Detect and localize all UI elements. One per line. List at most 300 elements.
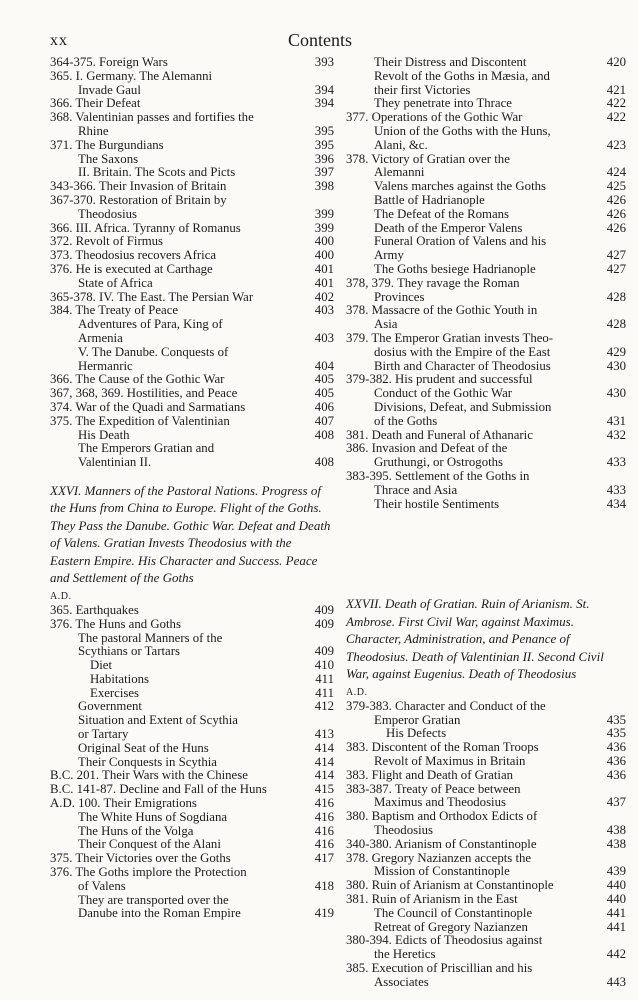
entry-page-number: 395 — [314, 123, 334, 138]
entry-page-number: 441 — [606, 919, 626, 934]
entry-title: Rhine — [78, 123, 109, 138]
entry-list-top — [50, 56, 334, 470]
toc-entry — [50, 70, 334, 84]
toc-entry — [346, 277, 626, 291]
entry-title: The Huns of the Volga — [78, 823, 194, 838]
entry-title: 366. Their Defeat — [50, 96, 141, 111]
entry-title: of the Goths — [374, 413, 438, 428]
entry-page-number: 422 — [606, 110, 626, 125]
entry-page-number: 394 — [314, 96, 334, 111]
entry-title: His Defects — [386, 726, 447, 741]
toc-entry — [50, 618, 334, 632]
entry-title: Scythians or Tartars — [78, 644, 180, 659]
entry-title: Their Conquest of the Alani — [78, 837, 221, 852]
entry-page-number: 430 — [606, 386, 626, 401]
entry-title: Theodosius — [374, 822, 434, 837]
entry-title: of Valens — [78, 878, 126, 893]
entry-page-number: 437 — [606, 795, 626, 810]
entry-title: 379-383. Character and Conduct of the — [346, 698, 546, 713]
entry-title: 379. The Emperor Gratian invests Theo- — [346, 330, 554, 345]
entry-page-number: 427 — [606, 261, 626, 276]
entry-page-number: 411 — [315, 685, 334, 700]
entry-title: Exercises — [90, 685, 140, 700]
entry-page-number: 395 — [314, 137, 334, 152]
toc-entry — [50, 194, 334, 208]
entry-page-number: 413 — [314, 727, 334, 742]
entry-page-number: 416 — [314, 809, 334, 824]
entry-page-number: 418 — [314, 878, 334, 893]
entry-page-number: 417 — [314, 851, 334, 866]
toc-entry — [346, 755, 626, 769]
toc-entry — [346, 727, 626, 741]
entry-title: Birth and Character of Theodosius — [374, 358, 551, 373]
toc-entry — [50, 632, 334, 646]
entry-page-number: 415 — [314, 782, 334, 797]
toc-entry — [50, 907, 334, 921]
toc-entry — [50, 852, 334, 866]
entry-page-number: 405 — [314, 386, 334, 401]
entry-title: Their Conquests in Scythia — [78, 754, 217, 769]
toc-entry — [50, 728, 334, 742]
entry-page-number: 423 — [606, 137, 626, 152]
toc-entry — [346, 893, 626, 907]
entry-title: Death of the Emperor Valens — [374, 220, 523, 235]
entry-title: B.C. 141-87. Decline and Fall of the Huns — [50, 782, 267, 797]
toc-entry — [50, 866, 334, 880]
entry-title: B.C. 201. Their Wars with the Chinese — [50, 768, 248, 783]
entry-page-number: 440 — [606, 878, 626, 893]
entry-title: Revolt of the Goths in Mæsia, and — [374, 68, 550, 83]
entry-page-number: 431 — [606, 413, 626, 428]
entry-page-number: 416 — [314, 823, 334, 838]
toc-entry — [346, 484, 626, 498]
entry-page-number: 409 — [314, 602, 334, 617]
entry-title: They are transported over the — [78, 892, 229, 907]
entry-page-number: 430 — [606, 358, 626, 373]
toc-entry — [50, 166, 334, 180]
entry-list-top — [346, 56, 626, 511]
entry-title: The Defeat of the Romans — [374, 206, 510, 221]
toc-entry — [50, 222, 334, 236]
toc-entry — [346, 263, 626, 277]
toc-entry — [346, 97, 626, 111]
toc-entry — [50, 825, 334, 839]
toc-entry — [346, 360, 626, 374]
toc-entry — [346, 332, 626, 346]
toc-entry — [346, 387, 626, 401]
entry-title: 380. Baptism and Orthodox Edicts of — [346, 809, 538, 824]
entry-page-number: 426 — [606, 220, 626, 235]
entry-page-number: 439 — [606, 864, 626, 879]
toc-entry — [346, 346, 626, 360]
entry-page-number: 410 — [314, 658, 334, 673]
entry-page-number: 443 — [606, 974, 626, 989]
entry-title: Gruthungi, or Ostrogoths — [374, 455, 504, 470]
contents-column-left — [50, 56, 334, 921]
entry-page-number: 420 — [606, 55, 626, 69]
entry-title: 378. Gregory Nazianzen accepts the — [346, 850, 532, 865]
entry-page-number: 403 — [314, 303, 334, 318]
entry-title: their first Victories — [374, 82, 471, 97]
entry-title: 376. He is executed at Carthage — [50, 261, 213, 276]
toc-entry — [346, 741, 626, 755]
entry-title: The Saxons — [78, 151, 139, 166]
ad-label: A.D. — [346, 686, 368, 698]
entry-list-bottom — [346, 700, 626, 990]
entry-title: 365-378. IV. The East. The Persian War — [50, 289, 254, 304]
entry-title: Divisions, Defeat, and Submission — [374, 399, 552, 414]
toc-entry — [50, 318, 334, 332]
entry-page-number: 427 — [606, 248, 626, 263]
entry-title: Conduct of the Gothic War — [374, 386, 513, 401]
toc-entry — [50, 111, 334, 125]
entry-title: Retreat of Gregory Nazianzen — [374, 919, 528, 934]
toc-entry — [346, 166, 626, 180]
toc-entry — [50, 429, 334, 443]
toc-entry — [346, 962, 626, 976]
entry-title: II. Britain. The Scots and Picts — [78, 165, 236, 180]
toc-entry — [346, 125, 626, 139]
entry-title: 372. Revolt of Firmus — [50, 234, 164, 249]
toc-entry — [346, 934, 626, 948]
entry-page-number: 424 — [606, 165, 626, 180]
entry-title: 381. Death and Funeral of Athanaric — [346, 427, 533, 442]
entry-title: Emperor Gratian — [374, 712, 461, 727]
entry-page-number: 442 — [606, 947, 626, 962]
entry-page-number: 409 — [314, 616, 334, 631]
toc-entry — [50, 139, 334, 153]
entry-page-number: 426 — [606, 206, 626, 221]
toc-entry — [346, 318, 626, 332]
toc-entry — [346, 56, 626, 70]
entry-title: the Heretics — [374, 947, 436, 962]
entry-title: The White Huns of Sogdiana — [78, 809, 228, 824]
toc-entry — [50, 442, 334, 456]
entry-title: Theodosius — [78, 206, 138, 221]
toc-entry — [50, 277, 334, 291]
toc-entry — [50, 783, 334, 797]
toc-entry — [50, 756, 334, 770]
entry-page-number: 440 — [606, 891, 626, 906]
toc-entry — [50, 125, 334, 139]
entry-title: 366. The Cause of the Gothic War — [50, 372, 225, 387]
entry-page-number: 436 — [606, 753, 626, 768]
entry-title: A.D. 100. Their Emigrations — [50, 796, 197, 811]
entry-title: V. The Danube. Conquests of — [78, 344, 229, 359]
running-head-title: Contents — [288, 30, 353, 50]
entry-page-number: 436 — [606, 740, 626, 755]
entry-page-number: 398 — [314, 179, 334, 194]
toc-entry — [50, 84, 334, 98]
entry-title: 373. Theodosius recovers Africa — [50, 248, 217, 263]
toc-entry — [50, 291, 334, 305]
toc-entry — [50, 700, 334, 714]
toc-entry — [346, 249, 626, 263]
entry-page-number: 408 — [314, 427, 334, 442]
entry-title: The Goths besiege Hadrianople — [374, 261, 536, 276]
page-number: xx — [50, 32, 68, 49]
entry-title: 383. Flight and Death of Gratian — [346, 767, 514, 782]
toc-entry — [50, 415, 334, 429]
toc-entry — [346, 852, 626, 866]
entry-title: 365. I. Germany. The Alemanni — [50, 68, 213, 83]
entry-page-number: 421 — [606, 82, 626, 97]
toc-entry — [346, 291, 626, 305]
toc-entry — [346, 783, 626, 797]
toc-entry — [50, 687, 334, 701]
entry-title: 377. Operations of the Gothic War — [346, 110, 523, 125]
toc-entry — [50, 811, 334, 825]
entry-page-number: 426 — [606, 192, 626, 207]
toc-entry — [50, 97, 334, 111]
entry-title: Union of the Goths with the Huns, — [374, 123, 551, 138]
toc-entry — [50, 714, 334, 728]
contents-column-right — [346, 56, 626, 990]
entry-page-number: 405 — [314, 372, 334, 387]
entry-page-number: 408 — [314, 455, 334, 470]
toc-entry — [50, 263, 334, 277]
toc-entry — [50, 56, 334, 70]
entry-title: 383-395. Settlement of the Goths in — [346, 468, 530, 483]
entry-title: Original Seat of the Huns — [78, 740, 209, 755]
entry-page-number: 435 — [606, 726, 626, 741]
toc-entry — [346, 139, 626, 153]
entry-page-number: 409 — [314, 644, 334, 659]
entry-page-number: 396 — [314, 151, 334, 166]
entry-title: 379-382. His prudent and successful — [346, 372, 533, 387]
entry-page-number: 433 — [606, 455, 626, 470]
toc-entry — [346, 810, 626, 824]
entry-title: Asia — [374, 317, 398, 332]
entry-page-number: 434 — [606, 496, 626, 511]
entry-title: His Death — [78, 427, 130, 442]
entry-title: Thrace and Asia — [374, 482, 458, 497]
chapter-heading: XXVII. Death of Gratian. Ruin of Arianism. St. Ambrose. First Civil War, against Maximus. Character, Administration, and Penance of Theodosius. Death of Valentinian II. Second Civil War, against Eugenius. Death of Theodosius — [346, 596, 604, 682]
entry-title: Adventures of Para, King of — [78, 317, 223, 332]
entry-title: Their Distress and Discontent — [374, 55, 527, 69]
entry-page-number: 441 — [606, 905, 626, 920]
entry-list-bottom — [50, 604, 334, 921]
toc-entry — [50, 373, 334, 387]
entry-title: 376. The Huns and Goths — [50, 616, 181, 631]
toc-entry — [346, 70, 626, 84]
entry-page-number: 432 — [606, 427, 626, 442]
entry-title: 375. The Expedition of Valentinian — [50, 413, 230, 428]
entry-page-number: 411 — [315, 671, 334, 686]
entry-page-number: 412 — [314, 699, 334, 714]
entry-title: Government — [78, 699, 142, 714]
toc-entry — [346, 304, 626, 318]
toc-entry — [346, 401, 626, 415]
toc-entry — [346, 208, 626, 222]
toc-entry — [50, 838, 334, 852]
entry-title: or Tartary — [78, 727, 129, 742]
entry-title: Invade Gaul — [78, 82, 141, 97]
entry-title: Revolt of Maximus in Britain — [374, 753, 526, 768]
entry-page-number: 425 — [606, 179, 626, 194]
toc-entry — [50, 332, 334, 346]
toc-entry — [346, 235, 626, 249]
toc-entry — [346, 222, 626, 236]
entry-page-number: 429 — [606, 344, 626, 359]
entry-title: 378, 379. They ravage the Roman — [346, 275, 520, 290]
entry-page-number: 428 — [606, 289, 626, 304]
entry-page-number: 402 — [314, 289, 334, 304]
entry-page-number: 403 — [314, 330, 334, 345]
entry-title: 378. Massacre of the Gothic Youth in — [346, 303, 538, 318]
toc-entry — [346, 865, 626, 879]
toc-entry — [346, 838, 626, 852]
entry-page-number: 414 — [314, 740, 334, 755]
toc-entry — [346, 153, 626, 167]
entry-title: 367-370. Restoration of Britain by — [50, 192, 227, 207]
entry-page-number: 400 — [314, 248, 334, 263]
entry-title: The Emperors Gratian and — [78, 441, 215, 456]
entry-title: Army — [374, 248, 404, 263]
entry-page-number: 422 — [606, 96, 626, 111]
entry-title: 383-387. Treaty of Peace between — [346, 781, 521, 796]
entry-title: 380. Ruin of Arianism at Constantinople — [346, 878, 554, 893]
entry-title: They penetrate into Thrace — [374, 96, 512, 111]
toc-entry — [50, 304, 334, 318]
toc-entry — [50, 797, 334, 811]
ad-label: A.D. — [50, 590, 72, 602]
entry-page-number: 416 — [314, 837, 334, 852]
entry-page-number: 428 — [606, 317, 626, 332]
entry-title: Valens marches against the Goths — [374, 179, 547, 194]
toc-entry — [346, 498, 626, 512]
entry-title: 365. Earthquakes — [50, 602, 139, 617]
toc-entry — [50, 894, 334, 908]
toc-entry — [346, 429, 626, 443]
toc-entry — [50, 208, 334, 222]
entry-page-number: 407 — [314, 413, 334, 428]
entry-title: The Council of Constantinople — [374, 905, 533, 920]
entry-page-number: 399 — [314, 220, 334, 235]
toc-entry — [346, 194, 626, 208]
toc-entry — [346, 84, 626, 98]
entry-page-number: 414 — [314, 768, 334, 783]
toc-entry — [50, 673, 334, 687]
toc-entry — [50, 180, 334, 194]
entry-title: 366. III. Africa. Tyranny of Romanus — [50, 220, 241, 235]
entry-page-number: 393 — [314, 55, 334, 69]
chapter-heading: XXVI. Manners of the Pastoral Nations. Progress of the Huns from China to Europe. Flight of the Goths. They Pass the Danube. Gothic War. Defeat and Death of Valens. Gratian Invests Theodosius with the Eastern Empire. His Character and Success. Peace and Settlement of the Goths — [50, 482, 331, 586]
toc-entry — [50, 456, 334, 470]
entry-page-number: 416 — [314, 796, 334, 811]
toc-entry — [50, 769, 334, 783]
entry-title: 374. War of the Quadi and Sarmatians — [50, 399, 246, 414]
toc-entry — [346, 824, 626, 838]
entry-page-number: 433 — [606, 482, 626, 497]
entry-title: Funeral Oration of Valens and his — [374, 234, 547, 249]
toc-entry — [346, 442, 626, 456]
toc-entry — [50, 360, 334, 374]
entry-title: The pastoral Manners of the — [78, 630, 223, 645]
entry-title: 368. Valentinian passes and fortifies the — [50, 110, 254, 125]
toc-entry — [50, 604, 334, 618]
entry-title: 383. Discontent of the Roman Troops — [346, 740, 539, 755]
entry-title: Maximus and Theodosius — [374, 795, 506, 810]
toc-entry — [346, 921, 626, 935]
toc-entry — [346, 700, 626, 714]
toc-entry — [50, 387, 334, 401]
entry-title: Associates — [374, 974, 429, 989]
entry-title: 375. Their Victories over the Goths — [50, 851, 231, 866]
entry-page-number: 419 — [314, 906, 334, 921]
toc-entry — [346, 769, 626, 783]
toc-entry — [346, 976, 626, 990]
toc-entry — [346, 714, 626, 728]
toc-entry — [50, 401, 334, 415]
entry-page-number: 400 — [314, 234, 334, 249]
entry-title: 343-366. Their Invasion of Britain — [50, 179, 227, 194]
entry-title: 386. Invasion and Defeat of the — [346, 441, 508, 456]
entry-title: 367, 368, 369. Hostilities, and Peace — [50, 386, 238, 401]
entry-title: Armenia — [78, 330, 123, 345]
entry-title: dosius with the Empire of the East — [374, 344, 551, 359]
entry-title: Mission of Constantinople — [374, 864, 510, 879]
toc-entry — [346, 470, 626, 484]
entry-title: Danube into the Roman Empire — [78, 906, 241, 921]
entry-page-number: 435 — [606, 712, 626, 727]
entry-page-number: 436 — [606, 767, 626, 782]
entry-page-number: 401 — [314, 275, 334, 290]
toc-entry — [50, 346, 334, 360]
toc-entry — [346, 796, 626, 810]
entry-title: 384. The Treaty of Peace — [50, 303, 179, 318]
entry-page-number: 414 — [314, 754, 334, 769]
entry-title: Diet — [90, 658, 113, 673]
entry-title: 364-375. Foreign Wars — [50, 55, 168, 69]
toc-entry — [50, 249, 334, 263]
toc-entry — [346, 879, 626, 893]
entry-title: Alani, &c. — [374, 137, 428, 152]
entry-title: 381. Ruin of Arianism in the East — [346, 891, 518, 906]
entry-page-number: 394 — [314, 82, 334, 97]
toc-entry — [346, 373, 626, 387]
entry-title: 380-394. Edicts of Theodosius against — [346, 933, 543, 948]
entry-page-number: 438 — [606, 836, 626, 851]
entry-title: Hermanric — [78, 358, 133, 373]
toc-entry — [346, 180, 626, 194]
entry-page-number: 401 — [314, 261, 334, 276]
toc-entry — [346, 415, 626, 429]
entry-title: 340-380. Arianism of Constantinople — [346, 836, 537, 851]
entry-title: Their hostile Sentiments — [374, 496, 500, 511]
entry-title: Battle of Hadrianople — [374, 192, 485, 207]
entry-page-number: 397 — [314, 165, 334, 180]
toc-entry — [50, 659, 334, 673]
toc-entry — [346, 111, 626, 125]
entry-page-number: 406 — [314, 399, 334, 414]
entry-page-number: 399 — [314, 206, 334, 221]
entry-title: Valentinian II. — [78, 455, 152, 470]
entry-title: Provinces — [374, 289, 425, 304]
entry-page-number: 404 — [314, 358, 334, 373]
entry-title: 376. The Goths implore the Protection — [50, 865, 247, 880]
toc-entry — [50, 880, 334, 894]
entry-title: Situation and Extent of Scythia — [78, 713, 238, 728]
toc-entry — [50, 235, 334, 249]
toc-entry — [346, 456, 626, 470]
entry-title: State of Africa — [78, 275, 153, 290]
entry-title: Alemanni — [374, 165, 425, 180]
toc-entry — [346, 907, 626, 921]
toc-entry — [50, 645, 334, 659]
toc-entry — [50, 742, 334, 756]
entry-title: 371. The Burgundians — [50, 137, 164, 152]
